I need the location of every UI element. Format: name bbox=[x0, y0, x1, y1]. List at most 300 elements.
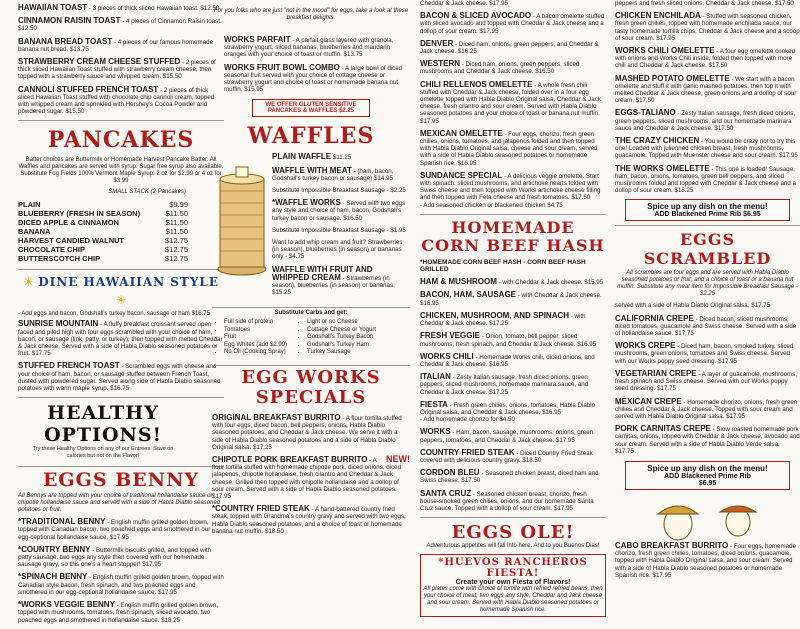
divider bbox=[212, 307, 410, 308]
menu-item bbox=[615, 137, 800, 160]
menu-item-name: BACON, HAM, SAUSAGE bbox=[420, 290, 517, 300]
menu-item-name: WORKS CREPE bbox=[615, 341, 676, 351]
pancake-row bbox=[18, 200, 188, 209]
pancake-price: $11.50 bbox=[165, 227, 188, 237]
menu-item-name: HAM & MUSHROOM bbox=[420, 277, 497, 287]
menu-item-name: PORK CARNITAS CREPE bbox=[615, 424, 711, 434]
side-option: • Full side of protein bbox=[224, 319, 287, 327]
pancake-price: $12.75 bbox=[165, 236, 188, 246]
menu-item bbox=[224, 64, 410, 94]
scrambled-intro: All scrambles are four eggs and are served with Habla Diablo seasoned potatoes or fruit, and a choice of toast or a banana nut muffin. Substitute any meat item for Impossible Breakfast Sausage - $2.25 bbox=[617, 270, 798, 298]
menu-item bbox=[272, 199, 410, 222]
menu-item-name: VEGETARIAN CREPE bbox=[615, 368, 697, 378]
menu-item-desc: - We start with a bacon omelette and stuff it with garlic mashed potatoes, then top it with melted Cheddar & Jack cheese, green onions and a dollop of sour cream. bbox=[615, 75, 797, 105]
menu-item-name: CHIPOTLE PORK BREAKFAST BURRITO bbox=[212, 454, 368, 464]
menu-item-name: HAWAIIAN TOAST bbox=[18, 3, 88, 12]
menu-item bbox=[615, 370, 800, 393]
menu-item-desc: Substitute Impossible Breakfast Sausage bbox=[272, 226, 385, 234]
menu-item-desc: - A delicious veggie omelette. Start with spinach, sliced mushrooms, and artichoke hearts folded with Swiss cheese and then topped with Works artichoke cheese filling and then topped with Feta cheese and fresh tomatoes. bbox=[420, 172, 601, 202]
pancake-row bbox=[18, 254, 188, 263]
intro-note: For you folks who are just "not in the mood" for eggs, take a look at these breakfast delights. bbox=[213, 8, 409, 21]
menu-item-price: $17.95 bbox=[777, 152, 798, 160]
menu-item bbox=[420, 12, 606, 35]
menu-item-desc: - 2 pieces of thick sliced Hawaiian Toast stuffed with strawberry cream cheese, then topped with a strawberry sauce and whipped cream. bbox=[18, 59, 216, 81]
menu-item bbox=[615, 165, 800, 195]
menu-item-price: $13.75 bbox=[68, 45, 89, 53]
menu-item bbox=[272, 187, 410, 194]
sides-title: Substitute Carbs and get: bbox=[274, 310, 348, 317]
side-option: • Fruit bbox=[224, 334, 287, 342]
pancake-name: DICED APPLE & CINNAMON bbox=[18, 218, 119, 228]
side-option: • Turkey Sausage bbox=[307, 349, 376, 357]
menu-item-name: ORIGINAL BREAKFAST BURRITO bbox=[212, 412, 341, 422]
menu-item-desc: - A flour tortilla stuffed with four eggs, diced bacon, bell peppers, onions, Habla Diablo seasoned potatoes, and Cheddar & Jack cheese. We serve it with a side of Habla Diablo seasoned potatoes and a side of Habla Diablo Original salsa. bbox=[212, 414, 402, 451]
menu-item-price: $17.95 bbox=[554, 436, 575, 444]
divider bbox=[420, 517, 606, 518]
menu-item bbox=[272, 153, 410, 161]
menu-item-price: $17.75 bbox=[749, 302, 771, 310]
pancake-list bbox=[18, 200, 224, 263]
menu-item-desc: served with a side of Habla Diablo Original salsa. bbox=[615, 302, 750, 310]
menu-item-desc: - Slow roasted homemade pork carnitas, onions, topped with Cheddar & Jack cheese, avocado and sour cream. Served with a side of Habla Diablo Verde salsa. bbox=[615, 426, 800, 448]
menu-item-desc: - Zesty Italian sausage, fresh diced onions, green peppers, sliced mushrooms, homemade marinara sauce, and Cheddar & Jack cheese. bbox=[420, 374, 589, 396]
menu-item-price: $17.75 bbox=[30, 350, 51, 358]
menu-item bbox=[272, 266, 410, 297]
menu-item bbox=[615, 398, 800, 421]
ole-heading: EGGS OLE! bbox=[451, 522, 575, 544]
menu-item-price: $16.95 bbox=[455, 159, 477, 167]
menu-item-name: *WORKS VEGGIE BENNY bbox=[18, 600, 115, 610]
sun-icon: ☀ bbox=[115, 293, 127, 308]
omelette-list bbox=[420, 0, 606, 209]
pancake-row bbox=[18, 227, 188, 236]
menu-item-price: $16.50 bbox=[533, 68, 555, 76]
menu-item-desc: - Served with two eggs any style and choice of ham, bacon, Godshall's turkey bacon or sausage. bbox=[272, 200, 406, 222]
menu-item-price: $17.95 bbox=[477, 27, 499, 35]
menu-item-desc: - You would be crazy not to try this one! Loaded with julienned chicken breast, fresh mushrooms, guacamole. Topped with Muenster cheese and sour cream. bbox=[615, 138, 796, 160]
menu-item-desc: - with Cheddar & Jack cheese. bbox=[420, 312, 586, 328]
menu-item-name: BANANA BREAD TOAST bbox=[18, 36, 113, 46]
menu-item bbox=[615, 47, 800, 70]
menu-item-price: $18.50 bbox=[520, 456, 542, 464]
menu-item-name: CORDON BLEU bbox=[420, 468, 480, 478]
menu-item-price: $17.75 bbox=[655, 385, 676, 393]
menu-item-desc: - Diced ham, bacon, smoked turkey, sliced mushrooms, green onions, tomatoes and Swiss cheese. Served with our Works poppy seed dressing. bbox=[615, 343, 794, 365]
menu-item bbox=[615, 425, 800, 455]
pancake-stack-icon bbox=[212, 149, 272, 289]
menu-item bbox=[420, 0, 606, 7]
menu-item bbox=[420, 130, 606, 167]
chef-illustration bbox=[615, 496, 800, 542]
menu-item-name: COUNTRY FRIED STEAK bbox=[420, 447, 515, 457]
menu-item bbox=[18, 58, 224, 81]
menu-item-price: $18.25 bbox=[159, 616, 181, 624]
spice-line-2: ADD Blackened Prime Rib bbox=[664, 472, 751, 480]
menu-item-name: SANTA CRUZ bbox=[420, 488, 472, 498]
hawaiian-note: - Add eggs and bacon, Godshall's turkey bacon, sausage or ham $16.75 bbox=[18, 311, 210, 318]
spice-line-3: $6.95 bbox=[698, 479, 717, 487]
pancake-name: BANANA bbox=[18, 227, 51, 237]
menu-item-desc: - Strawberries (in season), blueberries (in season) or bananas. bbox=[272, 274, 395, 290]
divider bbox=[18, 397, 224, 398]
menu-item-desc: - Buttermilk biscuits grilled, and topped with patty sausage, two eggs any style then covered with our homemade sausage gravy, so this one's a heart stopper! bbox=[18, 546, 212, 569]
menu-item-price: $17.95 bbox=[654, 34, 676, 42]
menu-item bbox=[615, 75, 800, 105]
menu-item bbox=[272, 167, 410, 182]
menu-item bbox=[272, 239, 410, 261]
spice-line-2: ADD Blackened Prime Rib $6.95 bbox=[654, 211, 761, 219]
menu-item bbox=[420, 291, 606, 306]
menu-item-price: $17.25 bbox=[487, 320, 509, 328]
menu-item bbox=[420, 312, 606, 327]
menu-item-desc: - Homemade chorizo, onions, fresh green chilies and Cheddar & Jack cheese. Topped with sour cream and served with Habla Diablo Original salsa. bbox=[615, 398, 798, 420]
menu-item-desc: - 4 pieces of our famous homemade banana nut bread. bbox=[18, 38, 214, 53]
menu-item bbox=[18, 320, 224, 357]
pancake-price: $12.75 bbox=[165, 254, 188, 264]
menu-item-name: WAFFLE WITH MEAT bbox=[272, 165, 352, 175]
menu-item-price: $17.50 bbox=[706, 62, 728, 70]
menu-item-price: $15.95 bbox=[582, 279, 604, 287]
menu-item bbox=[420, 490, 606, 513]
menu-item-name: STUFFED FRENCH TOAST bbox=[18, 361, 120, 371]
menu-item bbox=[615, 315, 800, 338]
side-option: • Light or no Cheese bbox=[307, 319, 376, 327]
menu-item-price: $17.95 bbox=[552, 504, 573, 512]
side-option: • Tomatoes bbox=[224, 327, 287, 335]
menu-item-price: $16.25 bbox=[456, 48, 477, 56]
menu-item-price: $17.95 bbox=[156, 588, 177, 596]
menu-item bbox=[420, 60, 606, 75]
menu-item-price: $18.25 bbox=[672, 187, 694, 195]
menu-item-name: *COUNTRY BENNY bbox=[18, 544, 91, 554]
menu-item-desc: - English muffin grilled golden brown, topped with Canadian bacon, two poached eggs and smothered in our egg-ceptional hollandaise sauce. bbox=[18, 519, 211, 541]
menu-item-name: *TRADITIONAL BENNY bbox=[18, 517, 106, 527]
menu-item bbox=[615, 0, 800, 7]
menu-item-desc: - 2 pieces of thick sliced Hawaiian Toast stuffed with chocolate chip cannoli cream, topped with whipped cream and sprinkled with Hershey's Cocoa Powder and powdered sugar. bbox=[18, 86, 215, 116]
sides-right bbox=[295, 319, 376, 357]
menu-item bbox=[18, 38, 224, 53]
menu-item-desc: - Seasoned chicken breast, diced ham and Swiss cheese. bbox=[420, 470, 599, 485]
menu-item-name: MASHED POTATO OMELETTE bbox=[615, 73, 730, 83]
menu-item-price: $17.25 bbox=[487, 388, 509, 396]
menu-item-price: $17.95 bbox=[716, 357, 737, 365]
pancake-row bbox=[18, 236, 188, 245]
menu-item-price: $16.95 bbox=[487, 360, 509, 368]
menu-item-price: $13.75 bbox=[341, 51, 363, 59]
menu-item bbox=[18, 4, 224, 12]
specials-list bbox=[212, 414, 410, 535]
menu-item bbox=[420, 278, 606, 286]
menu-item-desc: - Onion, tomato, bell pepper, sliced mushrooms, fresh spinach, and Cheddar & Jack cheese. bbox=[420, 333, 578, 348]
side-option: • Cottage Cheese or Yogurt bbox=[307, 327, 376, 335]
menu-item bbox=[18, 518, 224, 541]
menu-item-desc: - Diced Country Fried Steak covered with delicious country gravy. bbox=[420, 449, 593, 464]
menu-item-desc: - with Cheddar & Jack cheese. bbox=[517, 292, 602, 300]
menu-item-name: CHICKEN, MUSHROOM, AND SPINACH bbox=[420, 310, 570, 320]
menu-item-price: $12.50 bbox=[18, 25, 37, 33]
column-3 bbox=[420, 0, 606, 617]
menu-item-desc: - A whole fresh chili stuffed with Cheddar & Jack cheese, folded over in a four egg omelette topped with Habla Diablo Original salsa, Cheddar & Jack cheese, fresh cilantro and sour cream. Served with Habla Diablo seasoned potatoes and your choice of toast or banana nut muffin. bbox=[420, 81, 601, 118]
sun-icon: ☀ bbox=[22, 275, 34, 290]
menu-item-name: STRAWBERRY CREAM CHEESE STUFFED bbox=[18, 57, 181, 67]
menu-item bbox=[420, 373, 606, 396]
crepe-list bbox=[615, 302, 800, 454]
menu-item bbox=[18, 17, 224, 32]
side-option: • Godshall's Turkey Bacon bbox=[307, 334, 376, 342]
menu-item bbox=[615, 109, 800, 132]
waffle-list bbox=[272, 153, 410, 301]
omelette-list-2 bbox=[615, 0, 800, 194]
menu-item-name: FIESTA bbox=[420, 399, 448, 409]
menu-item-desc: - Homemade Works chili, diced onions, and Cheddar & Jack cheese. bbox=[420, 353, 595, 368]
menu-item-extra: - Add homemade chorizo for $4.50 bbox=[420, 416, 515, 424]
menu-item-desc: - 3 pieces of thick sliced Hawaiian toast. bbox=[88, 5, 199, 12]
menu-item-price: $16.95 bbox=[420, 299, 439, 307]
pancake-name: BUTTERSCOTCH CHIP bbox=[18, 254, 101, 264]
menu-item-name: WAFFLE WITH FRUIT AND WHIPPED CREAM bbox=[272, 264, 373, 282]
menu-item-desc: - A fluffy breakfast croissant served open faced and piled high with four eggs scrambled with your choice of ham, bacon, or sausage (link, patty, or turkey), then topped with melted Cheddar & Jack cheese. Served with a side of Habla Diablo seasoned potatoes or fruit. bbox=[18, 321, 223, 358]
cabo-price: $17.95 bbox=[652, 571, 672, 579]
menu-item-price: $14.95 bbox=[372, 174, 393, 182]
menu-item-name: BACON & SLICED AVOCADO bbox=[420, 11, 532, 21]
menu-item bbox=[615, 342, 800, 365]
menu-item-name: *SPINACH BENNY bbox=[18, 572, 88, 582]
menu-item-price: $17.50 bbox=[569, 194, 591, 202]
menu-item-desc: - A large bowl of diced seasonal fruit served with your choice of cottage cheese or strawberry yogurt and choice of toast or homemade banana nut muffin. bbox=[224, 64, 403, 94]
menu-item-desc: - 4 pieces of Cinnamon Raisin toast. bbox=[122, 18, 222, 26]
benny-intro: All Bennys are topped with your choice of traditional hollandaise sauce or chipotle hollandaise sauce and served with a side of Habla Diablo seasoned potatoes or fruit. bbox=[18, 493, 221, 514]
menu-item-desc: - Diced bacon, sliced mushrooms, diced tomatoes, guacamole and Swiss cheese. Served with a side of hollandaise sauce. bbox=[615, 315, 797, 338]
pancake-price: $9.99 bbox=[169, 200, 188, 210]
column-1 bbox=[0, 0, 224, 629]
menu-item-desc: - Seasoned chicken breast, chorizo, fresh house-smoked green chilies, onions, and our homemade Santa Cruz sauce. Topped with a dollop of sour cream. bbox=[420, 490, 594, 512]
menu-item-desc: - (ham, bacon, Godshall's turkey bacon or sausage) bbox=[272, 167, 394, 182]
menu-item-name: FRESH VEGGIE bbox=[420, 331, 481, 341]
menu-item-name: WORKS bbox=[420, 427, 451, 437]
rancheros-desc: All plates come with choice of tortilla with refried refried beans, then your choice of meat, two eggs any style, Cheddar and Jack cheese and sour cream. Served with Habla Diablo seasoned potatoes or homemade Spanish rice. bbox=[423, 586, 603, 614]
waffles-section bbox=[212, 149, 410, 301]
menu-item bbox=[18, 86, 224, 116]
spice-line-1: Spice up any dish on the menu! bbox=[647, 202, 768, 212]
pancake-name: CHOCOLATE CHIP bbox=[18, 245, 85, 255]
menu-item-name: SUNDANCE SPECIAL bbox=[420, 170, 503, 180]
side-option: • No Oil (Cooking Spray) bbox=[224, 349, 287, 357]
menu-item bbox=[615, 12, 800, 42]
menu-item-desc: Substitute Impossible Breakfast Sausage bbox=[272, 187, 385, 195]
menu-item-price: - $4.75 bbox=[283, 253, 305, 261]
menu-item-desc: - Stuffed with seasoned chicken, fresh green chilies, topped with homemade enchilada sauce, our tasty homemade tortilla chips, Cheddar & Jack cheese and a scoop of sour cream. bbox=[615, 13, 800, 42]
menu-item-desc: - Four eggs, chorizo, fresh green chilies, onions, tomatoes, and jalapenos folded and then topped with Habla Diablo Original salsa, cheese and sour cream, served with a side of Habla Diablo seasoned potatoes or homemade Spanish rice. bbox=[420, 130, 598, 167]
menu-item bbox=[420, 81, 606, 125]
menu-item bbox=[212, 414, 410, 451]
menu-item bbox=[420, 449, 606, 464]
menu-item-desc: Want to add whip cream and fruit? Strawberries (in season), blueberries (in season) or bananas only bbox=[272, 239, 403, 261]
spice-box-top bbox=[625, 199, 790, 221]
menu-item bbox=[420, 332, 606, 347]
pancake-row bbox=[18, 245, 188, 254]
column-4 bbox=[615, 0, 800, 584]
side-option: • Godshall's Turkey Ham bbox=[307, 342, 376, 350]
menu-item-name: WORKS PARFAIT bbox=[224, 35, 291, 44]
ole-sub: Adventurous appetites will fall into here. And to you Buenos Dias! bbox=[426, 543, 600, 550]
menu-item-name: SUNRISE MOUNTAIN bbox=[18, 319, 99, 329]
menu-item bbox=[212, 453, 410, 500]
menu-item-price: $17.95 bbox=[724, 412, 746, 420]
menu-item-price: - $1.95 bbox=[384, 226, 406, 234]
menu-item bbox=[18, 546, 224, 569]
menu-item-desc: - A bacon omelette stuffed with sliced avocado and topped with Cheddar & Jack cheese and a dollop of sour cream. bbox=[420, 13, 605, 35]
divider bbox=[18, 120, 224, 121]
healthy-heading: HEALTHY OPTIONS! bbox=[44, 402, 162, 447]
benny-heading: EGGS BENNY bbox=[42, 469, 200, 492]
menu-item-price: $15.25 bbox=[272, 289, 291, 297]
menu-item-name: CINNAMON RAISIN TOAST bbox=[18, 16, 121, 26]
menu-item-price: $17.50 bbox=[712, 124, 734, 132]
menu-item-desc: - Zesty Italian sausage, fresh diced onions, green peppers, sliced mushrooms, and our homemade marinara sauce and Cheddar & Jack cheese. bbox=[615, 110, 796, 132]
menu-item-price: $15.95 bbox=[242, 86, 264, 94]
pancake-price: $12.75 bbox=[165, 245, 188, 255]
menu-item-name: CHICKEN ENCHILADA bbox=[615, 11, 701, 21]
menu-item-desc: - A parfait glass layered with granola, strawberry yogurt, sliced bananas, blueberries and mandarin oranges with your choice of toast or muffin. bbox=[224, 37, 394, 59]
menu-item-name: *COUNTRY FRIED STEAK bbox=[212, 504, 310, 514]
menu-item bbox=[420, 469, 606, 484]
menu-item-price: $16.50 bbox=[341, 214, 363, 222]
waffles-heading: WAFFLES bbox=[247, 123, 375, 150]
chef-egg-icon bbox=[638, 496, 778, 542]
menu-item-desc: peppers and fresh sliced onions, Cheddar & Jack cheese. bbox=[615, 0, 774, 7]
specials-heading: EGG WORKS SPECIALS bbox=[241, 366, 381, 408]
toast-list bbox=[18, 4, 224, 115]
pancake-row bbox=[18, 209, 188, 218]
menu-item-desc: - with Cheddar & Jack cheese. bbox=[498, 279, 583, 287]
scrambled-heading: EGGS SCRAMBLED bbox=[643, 230, 772, 269]
pancakes-heading: PANCAKES bbox=[47, 127, 195, 154]
pancake-name: BLUEBERRY (FRESH IN SEASON) bbox=[18, 209, 141, 219]
menu-item bbox=[224, 36, 410, 59]
hawaiian-title: DINE HAWAIIAN STYLE bbox=[38, 275, 220, 290]
new-badge: NEW! bbox=[386, 453, 410, 464]
menu-item-price: $17.95 bbox=[108, 533, 129, 541]
pancake-price: $11.50 bbox=[165, 209, 188, 219]
benny-list bbox=[18, 518, 224, 623]
menu-item bbox=[420, 428, 606, 443]
pancake-price: $11.50 bbox=[165, 218, 188, 228]
menu-item-desc: - English muffin grilled golden brown, topped with Canadian style bacon, fresh spinach, and two poached eggs and smothered in our egg-ceptional hollandaise sauce. bbox=[18, 574, 224, 596]
small-stack-label: SMALL STACK (2 Pancakes) bbox=[108, 189, 186, 196]
menu-item-name: WORKS CHILI bbox=[420, 351, 474, 361]
menu-item-name: CALIFORNIA CREPE bbox=[615, 313, 694, 323]
pancake-row bbox=[18, 218, 188, 227]
menu-item-price: $11.25 bbox=[332, 154, 352, 162]
column-2 bbox=[212, 0, 410, 540]
menu-item-price: - $2.25 bbox=[384, 187, 406, 195]
menu-item-desc: - This one is loaded! Sausage, ham, bacon, onions, tomatoes, green bell peppers, and sliced mushrooms folded and topped with Cheddar & Jack cheese and a dollop of sour cream. bbox=[615, 165, 796, 195]
menu-item bbox=[18, 601, 224, 624]
rancheros-title: *HUEVOS RANCHEROS FIESTA! bbox=[438, 557, 588, 580]
menu-item-desc: - Fresh green chilies, onions, tomatoes, Habla Diablo Original salsa, and Cheddar & Jack cheese. bbox=[420, 401, 596, 416]
hash-list bbox=[420, 278, 606, 512]
menu-item-desc: - Diced ham, onions, green peppers, and Cheddar & Jack cheese. bbox=[420, 40, 599, 56]
menu-item-name: THE WORKS OMELETTE bbox=[615, 163, 710, 173]
menu-item-desc: - Diced ham, onions, green peppers, sliced mushrooms and Cheddar & Jack cheese. bbox=[420, 61, 580, 76]
hash-intro: *HOMEMADE CORN BEEF HASH - CORN BEEF HASH GRILLED bbox=[420, 258, 586, 274]
menu-item-desc: - Ham, bacon, sausage, mushrooms, onions, green peppers, tomatoes, and Cheddar & Jack cheese. bbox=[420, 429, 594, 444]
menu-item bbox=[18, 573, 224, 596]
hash-heading: HOMEMADE CORN BEEF HASH bbox=[421, 217, 605, 255]
menu-item-price: $12.50 bbox=[198, 5, 220, 12]
menu-item-price: $17.95 bbox=[487, 0, 509, 7]
menu-item-extra: - Add seasoned chicken or blackened chicken $4.75 bbox=[420, 201, 563, 209]
divider bbox=[18, 269, 224, 270]
menu-item-name: WORKS FRUIT BOWL COMBO bbox=[224, 62, 340, 72]
menu-item bbox=[420, 172, 606, 209]
menu-item-name: EGGS-TALIANO bbox=[615, 108, 676, 118]
menu-item-desc: - A flour tortilla stuffed with homemade chipotle pork, diced onions, diced jalapenos, chipotle hollandaise, fresh cilantro and Cheddar & Jack cheese. Grilled then topped with chipotle hollandaise and a dollop of sour cream. Served with a side of Habla Diablo seasoned potatoes. bbox=[212, 456, 402, 493]
menu-item-price: $16.75 bbox=[108, 385, 130, 393]
sides-left bbox=[212, 319, 287, 357]
menu-item-price: $17.25 bbox=[251, 443, 272, 451]
rancheros-box bbox=[420, 554, 606, 617]
spice-line-1: Spice up any dish on the menu! bbox=[647, 463, 768, 473]
menu-item-price: $17.50 bbox=[633, 97, 655, 105]
menu-item-price: $17.75 bbox=[615, 447, 634, 455]
healthy-note: Try these Healthy Options on any of our Entrees. Save on calories but not on the Flavor! bbox=[32, 446, 174, 460]
menu-item bbox=[272, 227, 410, 234]
spice-box-bottom bbox=[625, 461, 790, 490]
menu-item bbox=[615, 302, 800, 309]
menu-item-desc: - A four egg omelette cooked with onions and Works Chili inside, folded then topped with more chili and Cheddar & Jack cheese. bbox=[615, 48, 796, 70]
cabo-name: CABO BREAKFAST BURRITO bbox=[615, 540, 729, 550]
menu-item-desc: Cheddar & Jack cheese. bbox=[420, 0, 488, 7]
menu-item-name: MEXICAN CREPE bbox=[615, 396, 682, 406]
menu-item-name: CHILI RELLENOS OMELETTE bbox=[420, 79, 533, 89]
menu-item-price: $17.50 bbox=[459, 477, 481, 485]
menu-item bbox=[420, 353, 606, 368]
menu-item-name: WORKS CHILI OMELETTE bbox=[615, 46, 715, 56]
menu-item-name: THE CRAZY CHICKEN bbox=[615, 136, 700, 146]
menu-item-price: $17.95 bbox=[420, 117, 439, 125]
cabo-desc: - Four eggs, homemade chorizo, fresh green chilies, tomatoes, diced onions, guacamole, topped with Habla Diablo Original salsa, and sour cream. Served with a side of Habla Diablo seasoned potatoes or homemade Spanish rice. bbox=[615, 542, 796, 579]
hawaiian-heading bbox=[18, 273, 224, 309]
divider bbox=[18, 466, 224, 467]
divider bbox=[615, 225, 800, 226]
menu-item-name: ITALIAN bbox=[420, 372, 451, 382]
menu-item bbox=[212, 505, 410, 535]
pancakes-intro: Batter choices are Buttermilk or Homemade Harvest Pancake Batter. All Waffles and pancakes are served with syrup. Sugar free syrup also available. Substitute Fog Fields 100% Vermont Maple Syrup: 2 oz for $2.99 or 4 oz for $3.99 bbox=[18, 157, 224, 185]
menu-item-desc: - Scrambled eggs with cheese and your choice of ham, bacon, or sausage stuffed between French Toast, dusted with powdered sugar. Served along side of Habla Diablo seasoned potatoes with warm maple syrup. bbox=[18, 363, 221, 393]
menu-item-name: PLAIN WAFFLE bbox=[272, 152, 332, 162]
menu-item-price: $18.50 bbox=[263, 527, 284, 535]
menu-item-price: $17.95 bbox=[212, 493, 231, 500]
menu-item-price: $15.50 bbox=[63, 108, 85, 116]
menu-item-name: WESTERN bbox=[420, 59, 460, 69]
parfait-list bbox=[212, 36, 410, 93]
menu-item-name: MEXICAN OMELETTE bbox=[420, 128, 503, 138]
menu-item-price: $17.50 bbox=[773, 0, 794, 7]
divider bbox=[212, 365, 410, 366]
menu-item-name: *WAFFLE WORKS bbox=[272, 198, 341, 208]
menu-item-desc: - A hand-battered country fried steak, topped with Grandma's country gravy and served with two eggs, Habla Diablo seasoned potatoes, and a choice of toast or homemade banana nut muffin. bbox=[212, 506, 406, 535]
menu-item-price: $17.75 bbox=[673, 330, 694, 338]
pancake-stack-image bbox=[212, 149, 272, 289]
side-option: • Egg Whites (add $2.99) bbox=[224, 342, 287, 350]
menu-item-name: DENVER bbox=[420, 38, 454, 48]
menu-item bbox=[18, 362, 224, 392]
gluten-box: WE OFFER GLUTEN SENSITIVE PANCAKES & WAFFLES $2.25 bbox=[252, 99, 370, 117]
menu-item-desc: - English muffin grilled golden brown, topped with mushrooms, tomatoes, fresh spinach, sliced avocado, two poached eggs and smothered in hollandaise sauce. bbox=[18, 602, 218, 624]
divider bbox=[420, 214, 606, 215]
menu-item-price: $15.50 bbox=[161, 73, 182, 81]
